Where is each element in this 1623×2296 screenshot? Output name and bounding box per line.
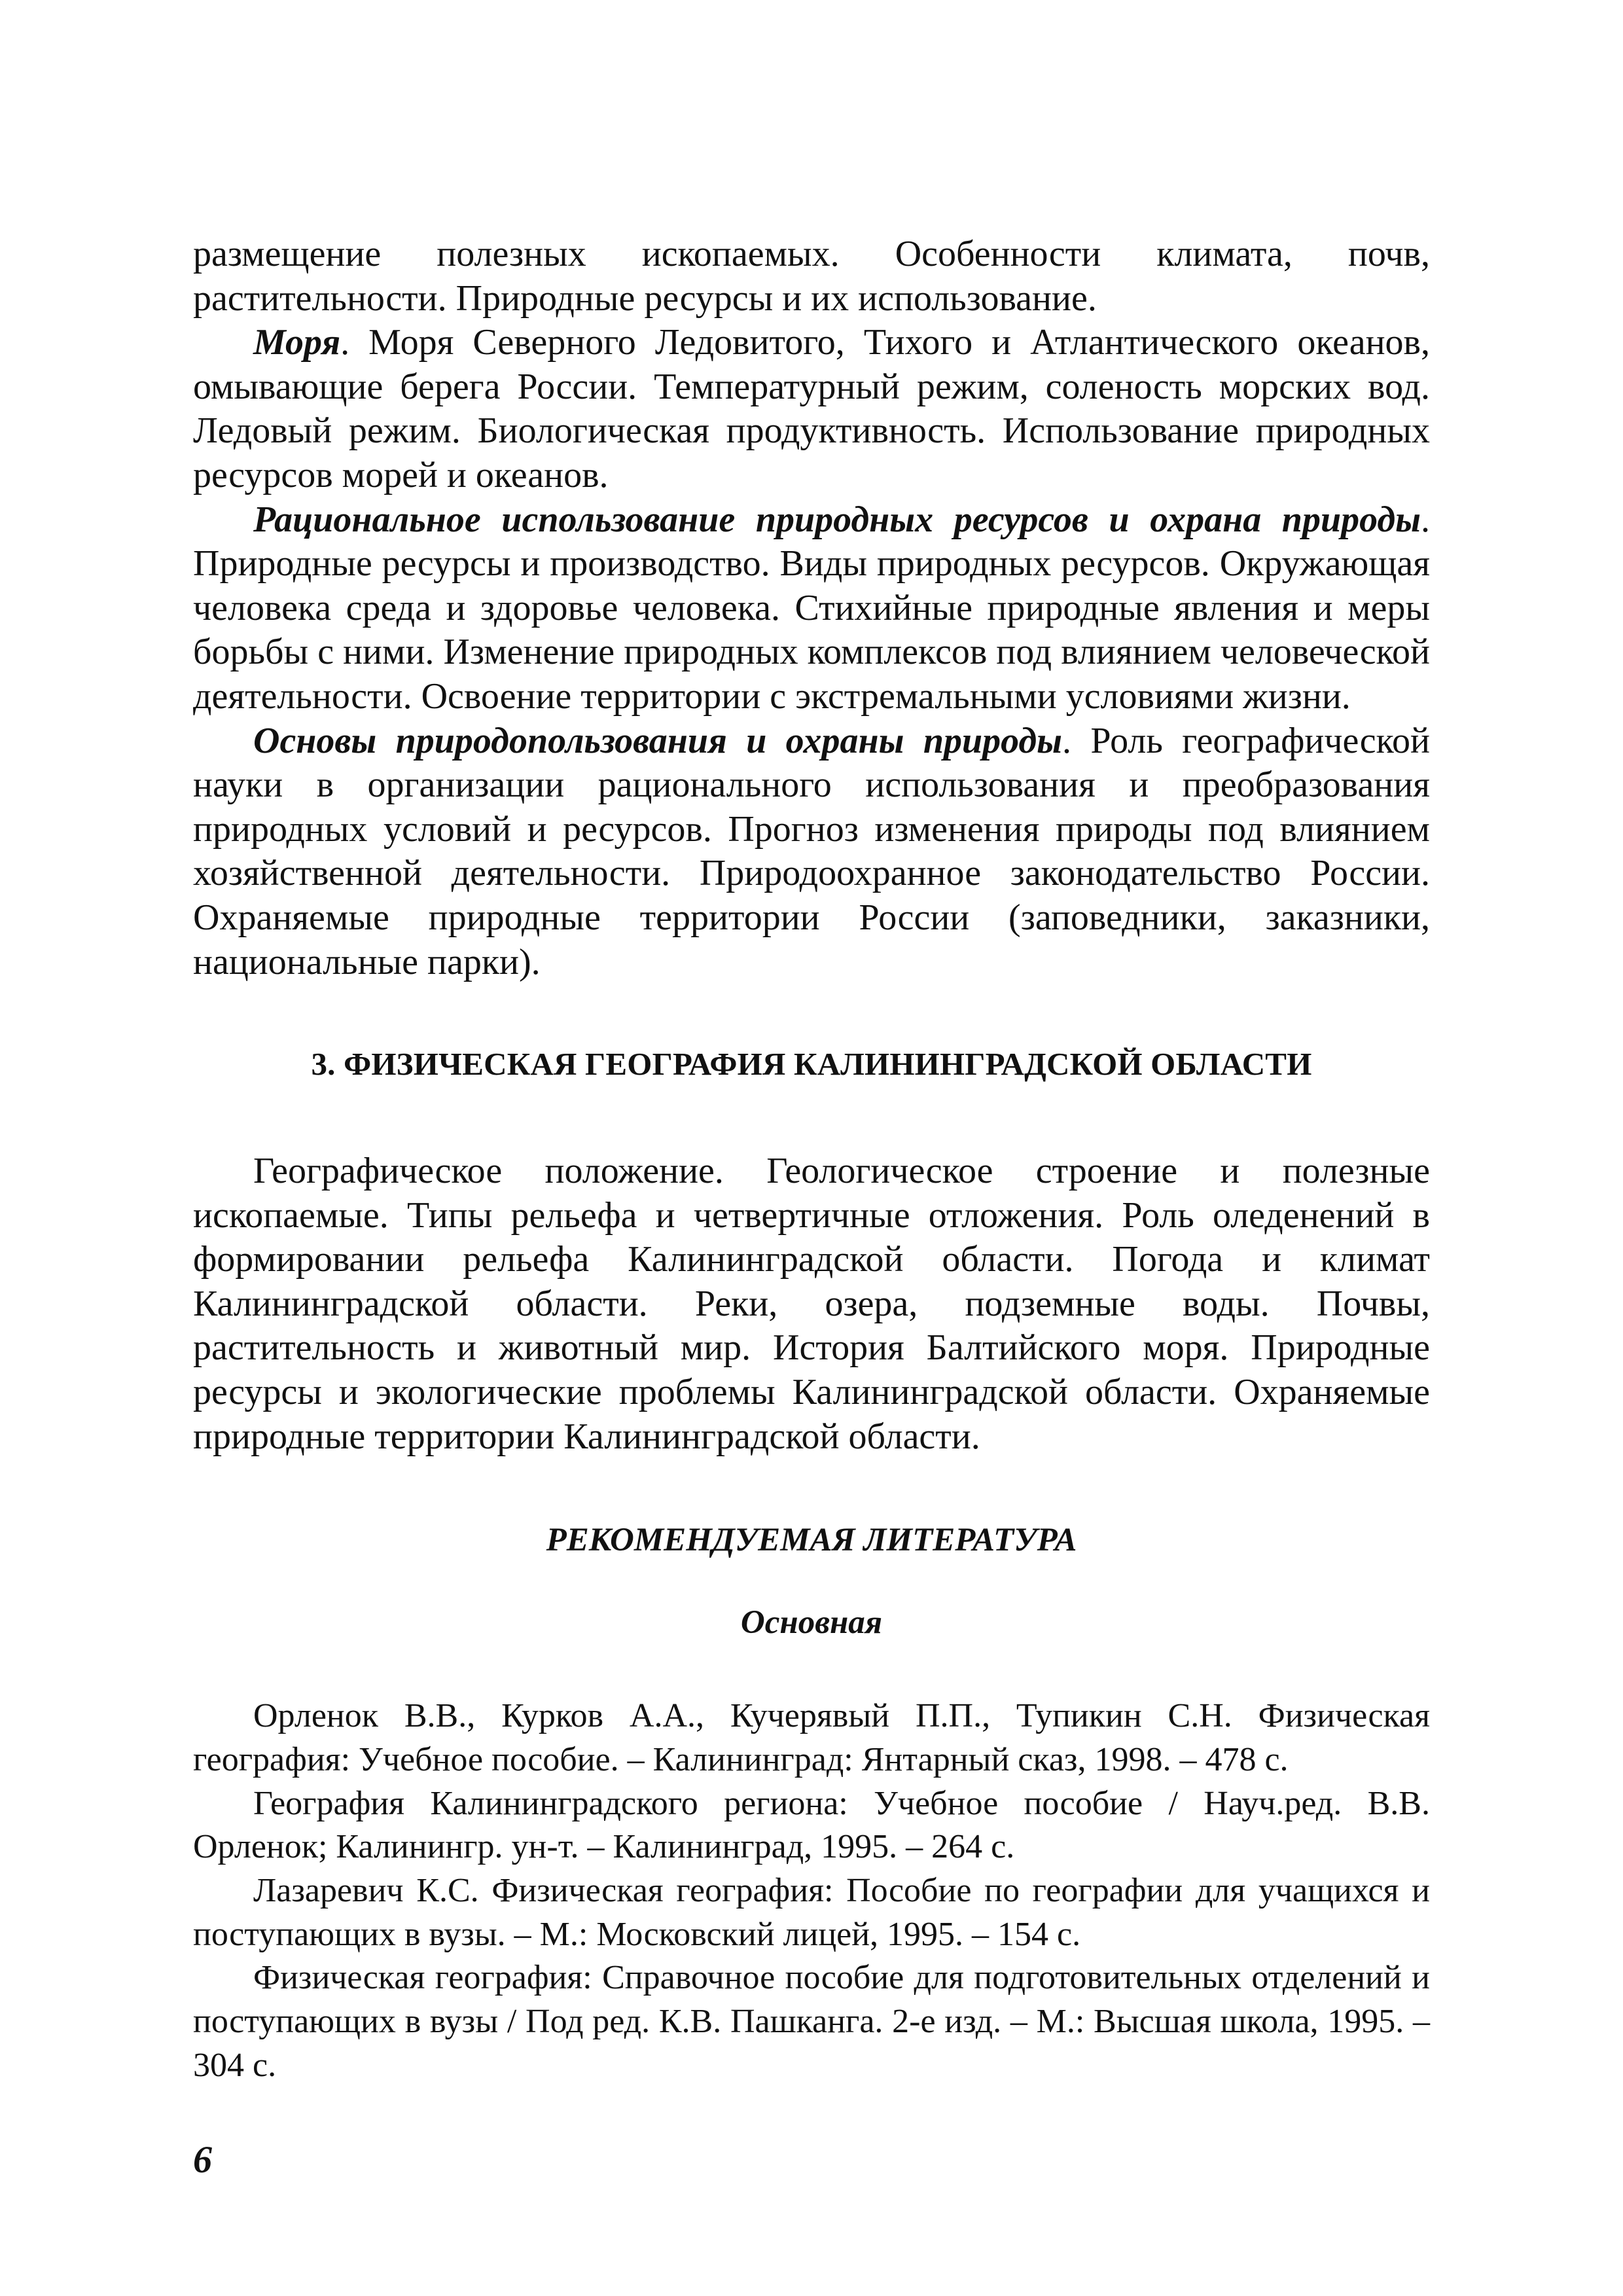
page-content	[193, 232, 1430, 2088]
intro-text: размещение полезных ископаемых. Особенности климата, почв, растительности. Природные ресурсы и их использование.	[193, 234, 1430, 319]
section-heading: 3. ФИЗИЧЕСКАЯ ГЕОГРАФИЯ КАЛИНИНГРАДСКОЙ ОБЛАСТИ	[311, 1046, 1312, 1083]
page-number: 6	[193, 2138, 212, 2181]
topic-lead-rational-use: Рациональное использование природных ресурсов и охрана природы	[253, 499, 1421, 540]
topic-text-rational-use: . Природные ресурсы и производство. Виды природных ресурсов. Окружающая человека среда и здоровье человека. Стихийные природные явления и меры борьбы с ними. Изменение природных комплексов под влиянием человеческой деятельности. Освоение территории с экстремальными условиями жизни.	[193, 499, 1430, 717]
topic-text-seas: . Моря Северного Ледовитого, Тихого и Атлантического океанов, омывающие берега России. Температурный режим, соленость морских вод. Ледовый режим. Биологическая продуктивность. Использование природных ресурсов морей и океанов.	[193, 322, 1430, 495]
reference-item: Лазаревич К.С. Физическая география: Пособие по географии для учащихся и поступающих в вузы. – М.: Московский лицей, 1995. – 154 с.	[193, 1872, 1430, 1953]
reference-item: География Калининградского региона: Учебное пособие / Науч.ред. В.В. Орленок; Калинингр. ун-т. – Калининград, 1995. – 264 с.	[193, 1784, 1430, 1866]
reference-item: Орленок В.В., Курков А.А., Кучерявый П.П., Тупикин С.Н. Физическая география: Учебное пособие. – Калининград: Янтарный сказ, 1998. – 478 с.	[193, 1697, 1430, 1778]
reference-item: Физическая география: Справочное пособие для подготовительных отделений и поступающих в вузы / Под ред. К.В. Пашканга. 2-е изд. – М.: Высшая школа, 1995. – 304 с.	[193, 1959, 1430, 2084]
topic-paragraph-seas	[193, 321, 1430, 497]
topic-paragraph-nature-management	[193, 719, 1430, 985]
literature-heading: РЕКОМЕНДУЕМАЯ ЛИТЕРАТУРА	[546, 1522, 1077, 1559]
reference-list	[193, 1695, 1430, 2087]
literature-subheading: Основная	[740, 1604, 883, 1641]
topic-lead-seas: Моря	[253, 322, 341, 363]
section-paragraph: Географическое положение. Геологическое строение и полезные ископаемые. Типы рельефа и четвертичные отложения. Роль оледенений в формировании рельефа Калининградской области. Погода и климат Калининградской области. Реки, озера, подземные воды. Почвы, растительность и животный мир. История Балтийского моря. Природные ресурсы и экологические проблемы Калининградской области. Охраняемые природные территории Калининградской области.	[193, 1151, 1430, 1457]
intro-paragraph	[193, 232, 1430, 321]
topic-paragraph-rational-use	[193, 498, 1430, 719]
topic-lead-nature-management: Основы природопользования и охраны природы	[253, 720, 1063, 761]
topic-text-nature-management: . Роль географической науки в организации рационального использования и преобразования природных условий и ресурсов. Прогноз изменения природы под влиянием хозяйственной деятельности. Природоохранное законодательство России. Охраняемые природные территории России (заповедники, заказники, национальные парки).	[193, 720, 1430, 982]
